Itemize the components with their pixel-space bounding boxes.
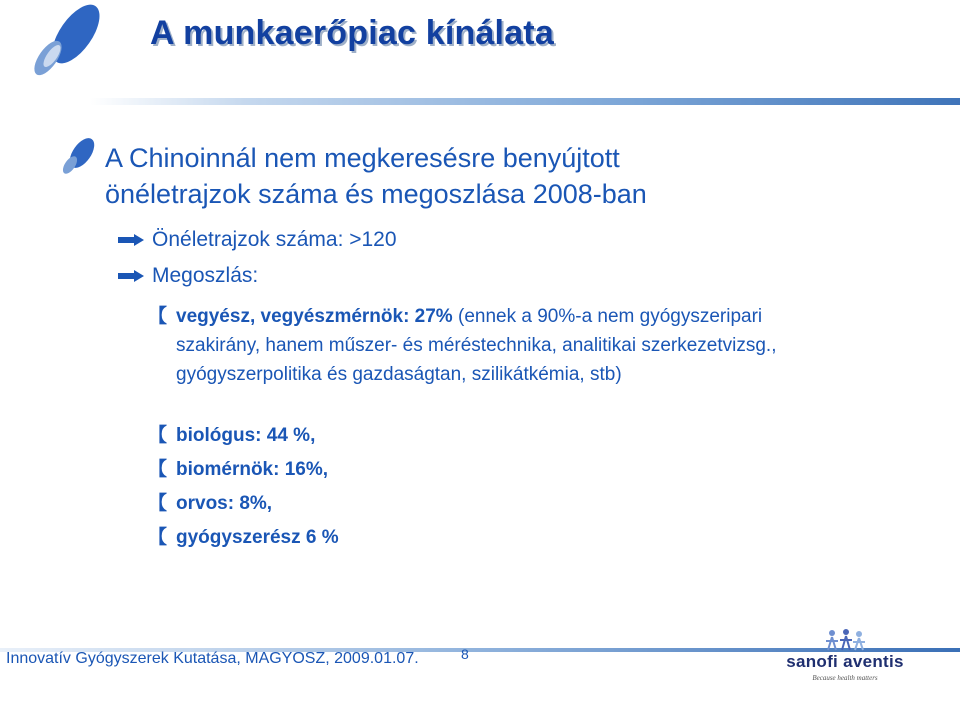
- sub-bullet-bioengineer: [148, 455, 838, 484]
- bracket-icon: 【: [148, 459, 168, 480]
- sub-bullet-text: [176, 421, 838, 450]
- page-number: 8: [461, 646, 469, 662]
- bracket-icon: 【: [148, 306, 168, 327]
- sub-bullet-text: [176, 489, 838, 518]
- footer-text: Innovatív Gyógyszerek Kutatása, MAGYOSZ, 2009.01.07.: [6, 650, 419, 667]
- heading-line-2: önéletrajzok száma és megoszlása 2008-ban: [105, 179, 647, 209]
- sub-bullet-bold: biomérnök: 16%,: [176, 459, 329, 480]
- people-figures-icon: [820, 628, 870, 652]
- sub-bullet-biologist: [148, 421, 838, 450]
- sub-bullet-text: [176, 302, 838, 389]
- sub-bullet-text: [176, 523, 838, 552]
- brand-tagline: Because health matters: [812, 674, 878, 682]
- slide-footer: [0, 628, 960, 701]
- sub-bullet-bold: vegyész, vegyészmérnök: 27%: [176, 306, 453, 327]
- sub-bullet-bold: biológus: 44 %,: [176, 425, 316, 446]
- bullet-text: Megoszlás:: [152, 264, 259, 287]
- sub-bullet-pharmacist: [148, 523, 838, 552]
- bullet-text: Önéletrajzok száma: >120: [152, 228, 397, 251]
- arrow-right-icon: [118, 234, 144, 246]
- bracket-icon: 【: [148, 425, 168, 446]
- bracket-icon: 【: [148, 527, 168, 548]
- brand-name: sanofi aventis: [786, 652, 904, 671]
- sub-bullet-normal: (ennek a 90%-a nem gyógyszeripari szakirány, hanem műszer- és méréstechnika, analitikai szerkezetvizsg., gyógyszerpolitika és gazdaságtan, szilikátkémia, stb): [176, 306, 777, 385]
- slide-title: A munkaerőpiac kínálata: [150, 14, 554, 52]
- arrow-right-icon: [118, 270, 144, 282]
- heading-bullet-leaf-icon: [60, 135, 96, 179]
- sub-bullet-chemist: [148, 302, 838, 389]
- heading-line-1: A Chinoinnál nem megkeresésre benyújtott: [105, 143, 620, 173]
- sub-bullet-doctor: [148, 489, 838, 518]
- sanofi-aventis-logo: [770, 628, 920, 701]
- sub-bullet-bold: orvos: 8%,: [176, 493, 273, 514]
- sub-bullet-text: [176, 455, 838, 484]
- slide-heading: [105, 140, 647, 212]
- bracket-icon: 【: [148, 493, 168, 514]
- bullet-distribution: [118, 264, 258, 288]
- sub-bullet-bold: gyógyszerész 6 %: [176, 527, 339, 548]
- bullet-cv-count: [118, 228, 397, 252]
